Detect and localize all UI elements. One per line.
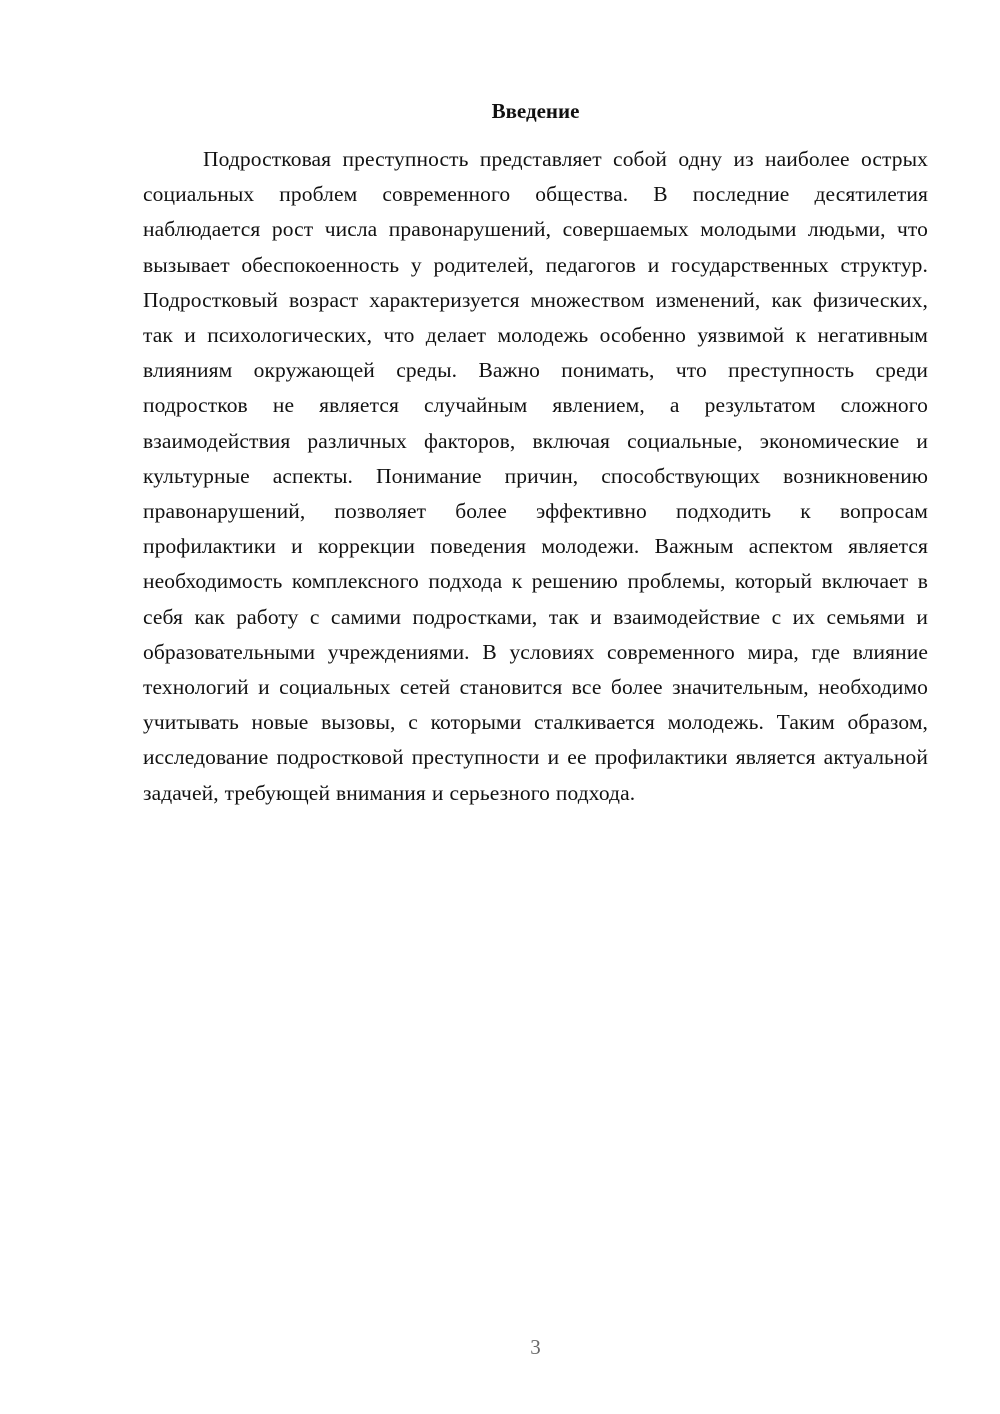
section-heading: Введение <box>491 99 580 123</box>
introduction-paragraph: Подростковая преступность представляет собой одну из наиболее острых социальных проблем современного общества. В последние десятилетия наблюдается рост числа правонарушений, совершаемых молодыми людьми, что вызывает обеспокоенность у родителей, педагогов и государственных структур. Подростковый возраст характеризуется множеством изменений, как физических, так и психологических, что делает молодежь особенно уязвимой к негативным влияниям окружающей среды. Важно понимать, что преступность среди подростков не является случайным явлением, а результатом сложного взаимодействия различных факторов, включая социальные, экономические и культурные аспекты. Понимание причин, способствующих возникновению правонарушений, позволяет более эффективно подходить к вопросам профилактики и коррекции поведения молодежи. Важным аспектом является необходимость комплексного подхода к решению проблемы, который включает в себя как работу с самими подростками, так и взаимодействие с их семьями и образовательными учреждениями. В условиях современного мира, где влияние технологий и социальных сетей становится все более значительным, необходимо учитывать новые вызовы, с которыми сталкивается молодежь. Таким образом, исследование подростковой преступности и ее профилактики является актуальной задачей, требующей внимания и серьезного подхода. <box>143 147 928 805</box>
page-number: 3 <box>530 1335 541 1359</box>
